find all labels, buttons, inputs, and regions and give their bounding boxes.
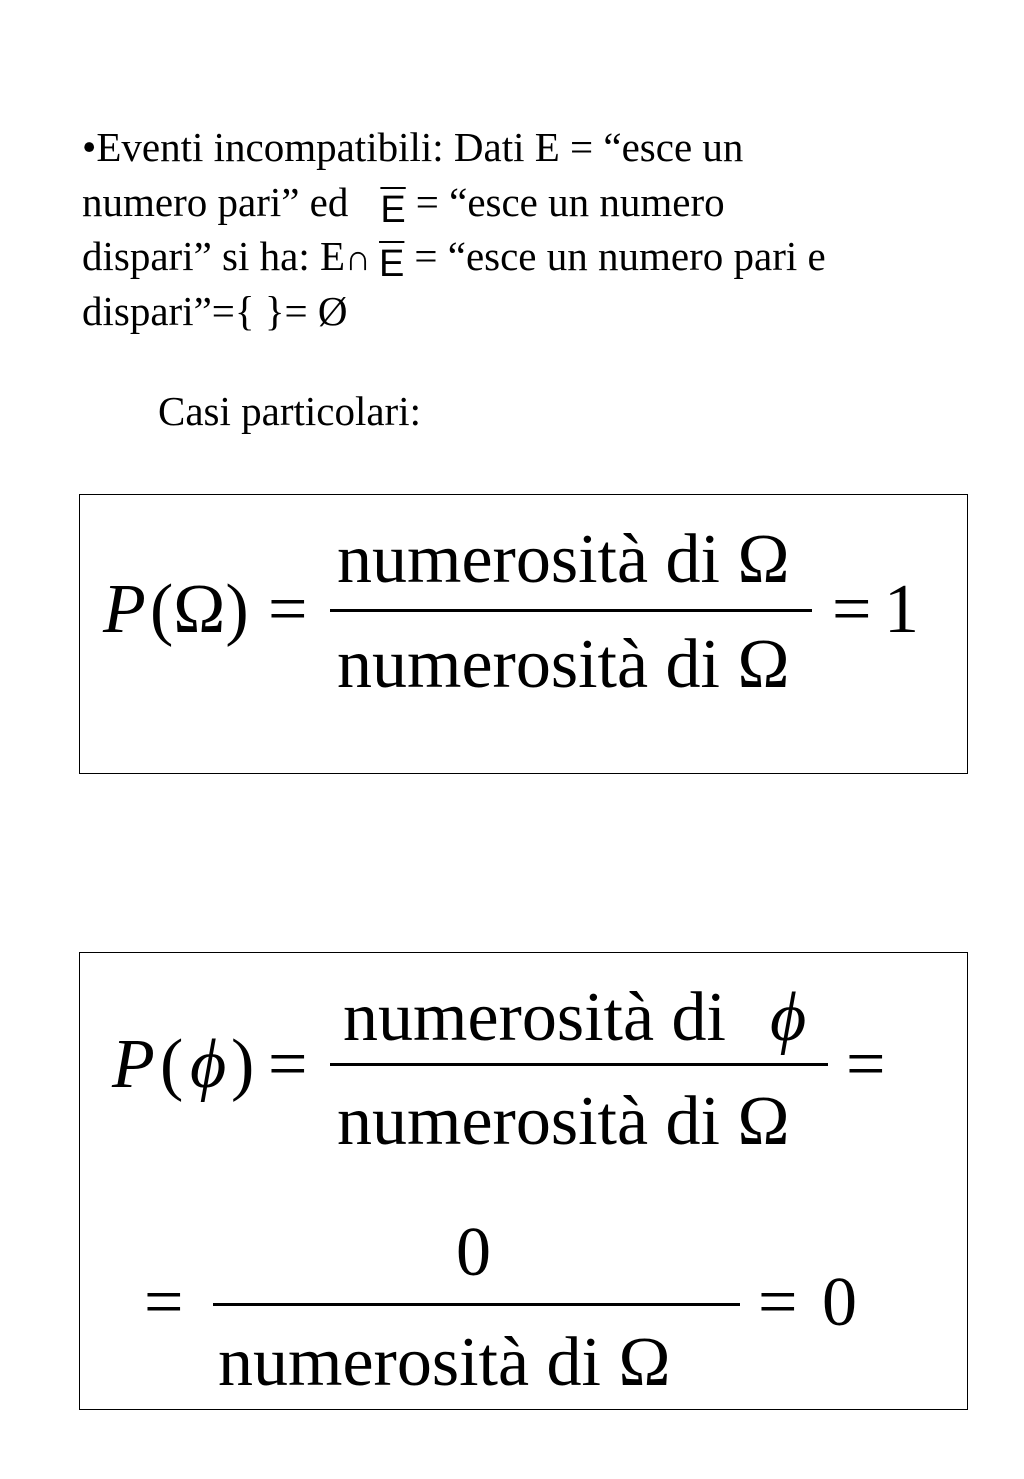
formula2-numerator-text: numerosità di [343, 979, 726, 1056]
formula2-fraction-bar [330, 1063, 828, 1066]
formula1-p: P [103, 571, 146, 648]
intro-line-2-end: = “esce un numero [415, 178, 725, 225]
intro-line-1: •Eventi incompatibili: Dati E = “esce un [82, 124, 744, 170]
formula2-numerator-zero: 0 [456, 1214, 491, 1291]
formula1-equals-2: = [832, 571, 872, 648]
formula1-numerator: numerosità di Ω [337, 521, 790, 598]
formula2-fraction-bar-2 [213, 1303, 740, 1306]
intro-line-3-end: = “esce un numero pari e [414, 233, 826, 279]
formula2-result: 0 [822, 1264, 857, 1341]
e-complement-symbol-2: $\overline{E}$ [379, 243, 405, 285]
formula2-equals-4: = [758, 1264, 798, 1341]
section-subtitle: Casi particolari: [158, 388, 421, 434]
formula2-p: P [112, 1026, 155, 1103]
intro-line-3-start: dispari” si ha: E [82, 233, 346, 279]
formula1-denominator: numerosità di Ω [337, 626, 790, 703]
formula1-equals-1: = [268, 571, 308, 648]
formula2-denominator-2: numerosità di Ω [218, 1324, 671, 1401]
formula2-phi: ϕ [190, 1026, 227, 1103]
intro-line-3 [82, 229, 982, 284]
formula2-denominator: numerosità di Ω [337, 1083, 790, 1160]
formula2-numerator-phi: ϕ [770, 979, 807, 1056]
intersection-symbol: ∩ [345, 238, 372, 278]
intro-paragraph [82, 120, 982, 338]
formula2-open-paren: ( [160, 1026, 184, 1103]
intro-line-2-start: numero pari” ed [82, 178, 349, 225]
intro-line-2 [82, 175, 982, 230]
formula1-result: 1 [884, 571, 919, 648]
formula2-equals-3: = [144, 1264, 184, 1341]
e-complement-symbol: $\overline{E}$ [380, 188, 406, 231]
intro-line-4: dispari”={ }= Ø [82, 287, 348, 334]
formula1-fraction-bar [330, 609, 812, 612]
formula2-close-paren: ) [231, 1026, 255, 1103]
formula1-arg: (Ω) [150, 571, 249, 648]
formula2-equals-1: = [268, 1026, 308, 1103]
formula2-equals-2: = [846, 1026, 886, 1103]
